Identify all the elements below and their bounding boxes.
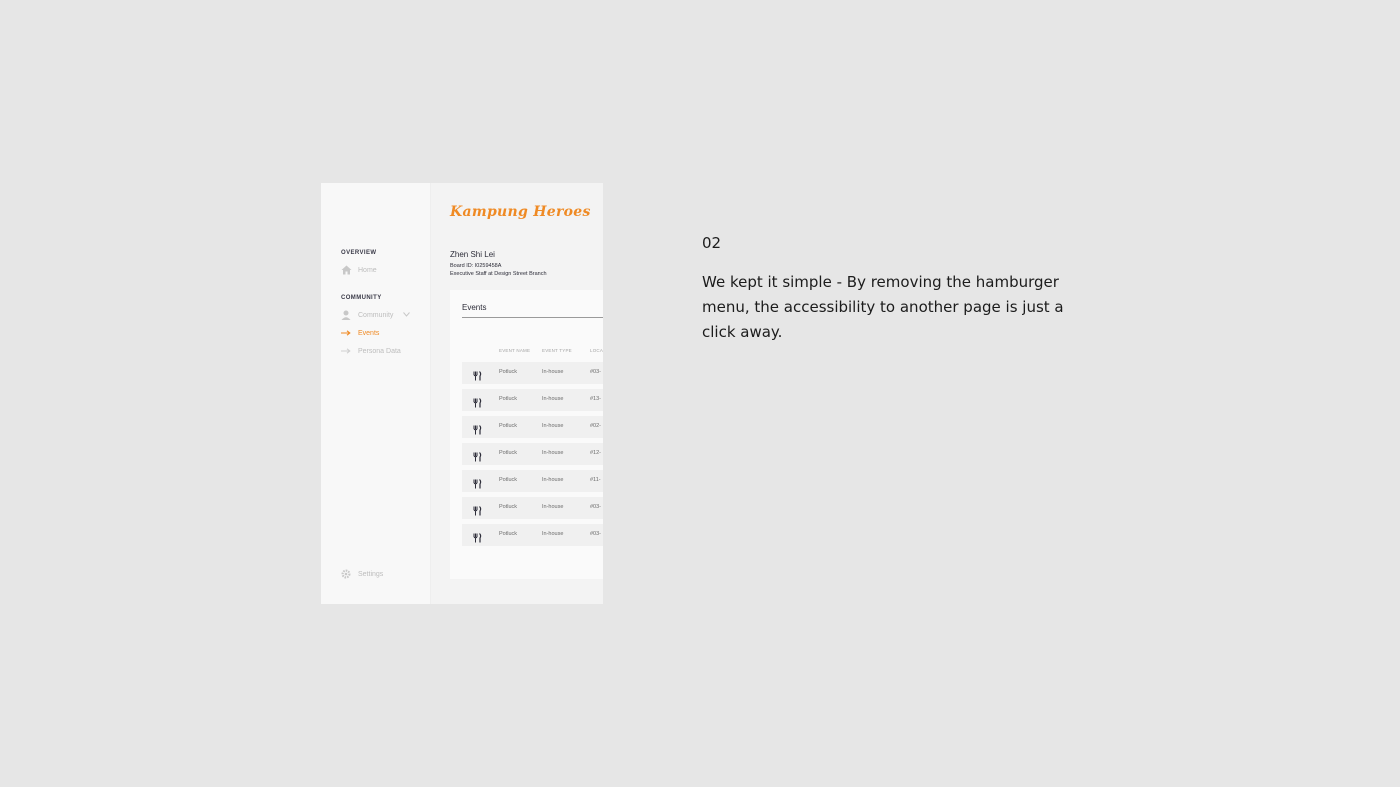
arrow-right-icon: [340, 345, 352, 357]
gear-icon: [340, 568, 352, 580]
event-name-cell: Potluck: [499, 396, 518, 402]
event-name-cell: Potluck: [499, 477, 518, 483]
table-row[interactable]: [462, 443, 603, 465]
location-cell: #13-: [590, 396, 602, 402]
table-row[interactable]: [462, 497, 603, 519]
sidebar-item-label: Home: [358, 266, 377, 274]
event-name-cell: Potluck: [499, 531, 518, 537]
chevron-down-icon[interactable]: [403, 312, 410, 319]
sidebar-item-label: Settings: [358, 570, 384, 578]
brand-logo: Kampung Heroes: [450, 204, 591, 220]
fork-knife-icon: [472, 530, 482, 540]
user-icon: [340, 309, 352, 321]
user-name: Zhen Shi Lei: [450, 250, 495, 259]
event-type-cell: In-house: [542, 531, 564, 537]
overview-section-label: OVERVIEW: [341, 250, 377, 256]
description-text: We kept it simple - By removing the hamburger menu, the accessibility to another page is just a click away.: [702, 273, 1064, 341]
event-name-cell: Potluck: [499, 504, 518, 510]
table-row[interactable]: [462, 362, 603, 384]
event-type-cell: In-house: [542, 423, 564, 429]
location-cell: #11-: [590, 477, 601, 483]
arrow-right-icon: [340, 327, 352, 339]
event-type-cell: In-house: [542, 477, 564, 483]
sidebar-item-community[interactable]: [340, 309, 410, 321]
column-header-event-type: EVENT TYPE: [542, 348, 572, 353]
sidebar-item-home[interactable]: [340, 264, 377, 276]
column-header-location: LOCA: [590, 348, 603, 353]
event-name-cell: Potluck: [499, 423, 518, 429]
table-row[interactable]: [462, 416, 603, 438]
step-number: 02: [702, 234, 722, 252]
location-cell: #03-: [590, 531, 602, 537]
event-type-cell: In-house: [542, 369, 564, 375]
location-cell: #02-: [590, 423, 602, 429]
event-name-cell: Potluck: [499, 450, 518, 456]
fork-knife-icon: [472, 476, 482, 486]
fork-knife-icon: [472, 449, 482, 459]
board-id: Board ID: I0259458A: [450, 263, 502, 269]
divider: [462, 317, 603, 318]
community-section-label: COMMUNITY: [341, 295, 382, 301]
fork-knife-icon: [472, 422, 482, 432]
fork-knife-icon: [472, 503, 482, 513]
sidebar-item-label: Community: [358, 311, 394, 319]
table-row[interactable]: [462, 389, 603, 411]
event-name-cell: Potluck: [499, 369, 518, 375]
user-role: Executive Staff at Design Street Branch: [450, 271, 547, 277]
home-icon: [340, 264, 352, 276]
fork-knife-icon: [472, 395, 482, 405]
sidebar-item-label: Persona Data: [358, 347, 401, 355]
sidebar-item-events[interactable]: [340, 327, 379, 339]
event-type-cell: In-house: [542, 396, 564, 402]
sidebar-item-persona-data[interactable]: [340, 345, 401, 357]
app-mockup: [321, 183, 603, 604]
table-row[interactable]: [462, 524, 603, 546]
event-type-cell: In-house: [542, 504, 564, 510]
location-cell: #03-: [590, 504, 602, 510]
events-card-title: Events: [462, 303, 487, 312]
location-cell: #12-: [590, 450, 602, 456]
sidebar: [321, 183, 431, 604]
sidebar-item-label: Events: [358, 329, 380, 337]
event-type-cell: In-house: [542, 450, 564, 456]
fork-knife-icon: [472, 368, 482, 378]
table-row[interactable]: [462, 470, 603, 492]
events-card: [450, 290, 603, 579]
sidebar-item-settings[interactable]: [340, 568, 383, 580]
location-cell: #03-: [590, 369, 602, 375]
column-header-event-name: EVENT NAME: [499, 348, 531, 353]
